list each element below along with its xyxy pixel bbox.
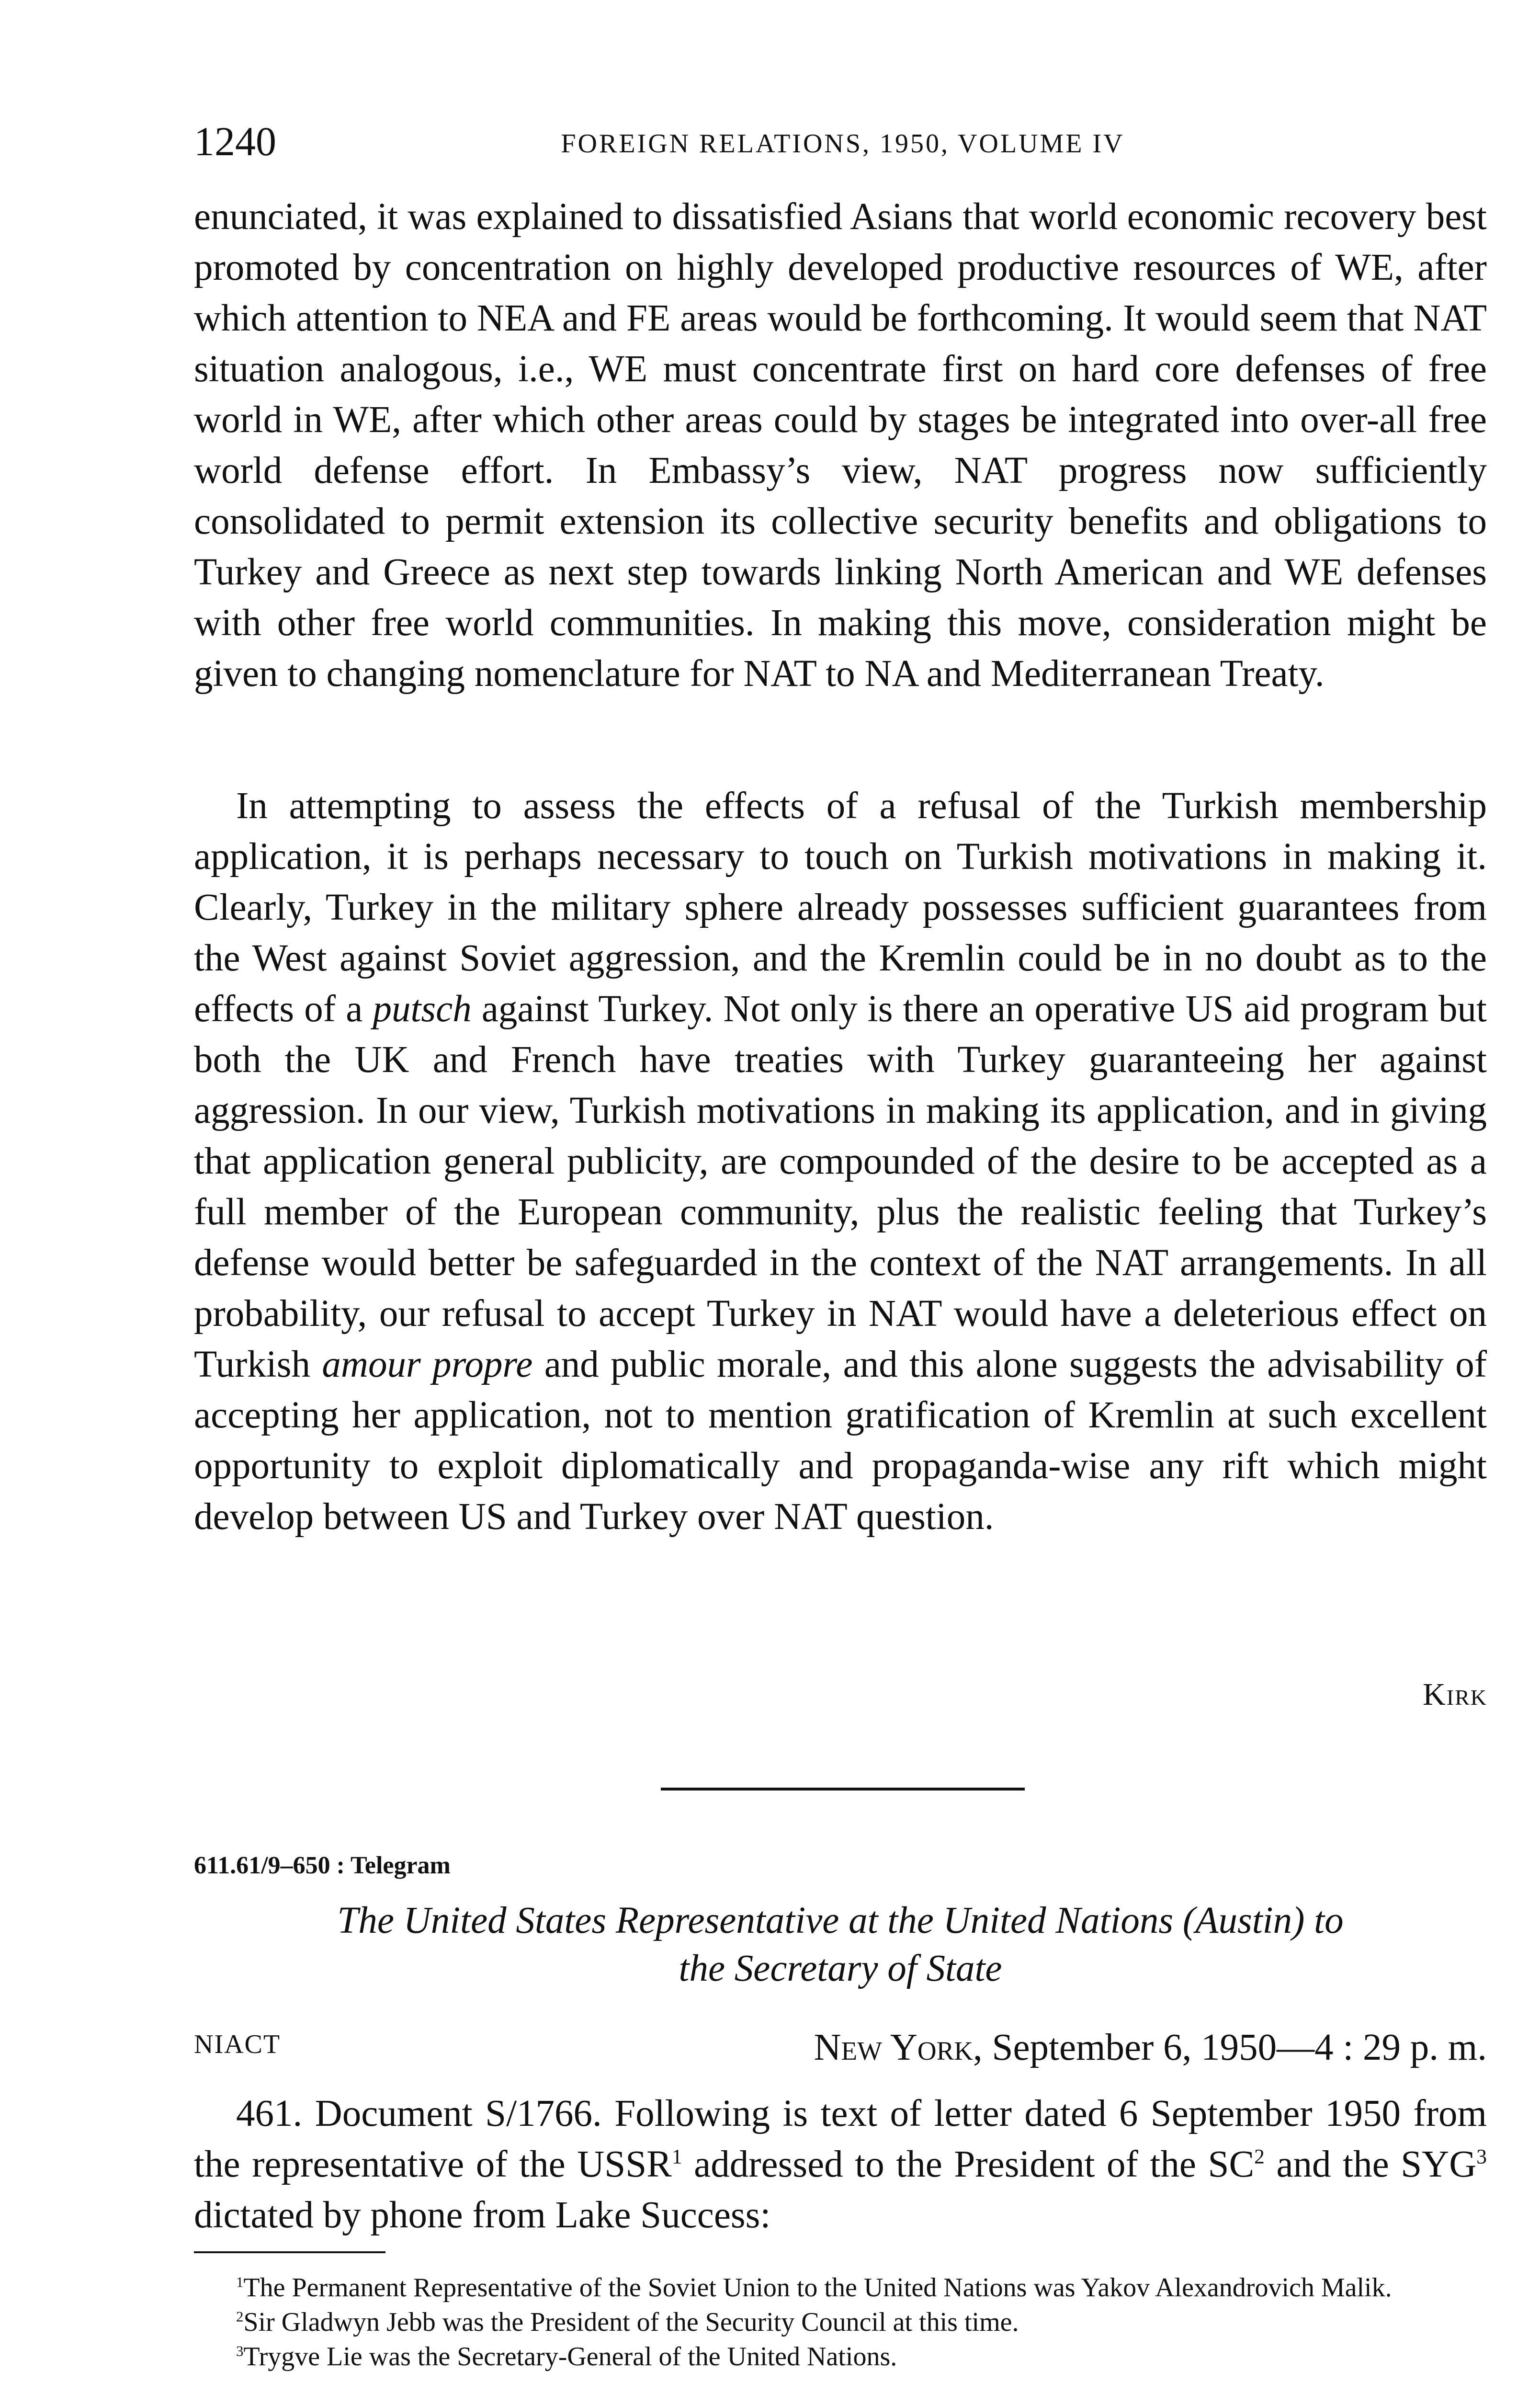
footnote-1 <box>194 2270 1487 2305</box>
file-reference: 611.61/9–650 : Telegram <box>194 1852 451 1879</box>
document-title-line-1: The United States Representative at the United Nations (Austin) to <box>337 1900 1344 1941</box>
footnote-marker-1: 1 <box>236 2274 244 2291</box>
italic-term-putsch: putsch <box>373 988 472 1030</box>
body-section-3 <box>194 2088 1487 2241</box>
telegram-text-part-4: dictated by phone from Lake Success: <box>194 2194 771 2236</box>
dateline-place: New York <box>814 2027 974 2068</box>
priority-marker: NIACT <box>194 2030 281 2059</box>
page-number: 1240 <box>194 118 276 164</box>
document-title-line-2: the Secretary of State <box>679 1948 1002 1989</box>
footnote-marker-3: 3 <box>236 2343 244 2360</box>
footnote-text-1: The Permanent Representative of the Soviet Union to the United Nations was Yakov Alexandrovich Malik. <box>243 2273 1392 2303</box>
paragraph-2-part-2: against Turkey. Not only is there an operative US aid program but both the UK and French have treaties with Turkey guaranteeing her against aggression. In our view, Turkish motivations in making its application, and in giving that application general publicity, are compounded of the desire to be accepted as a full member of the European community, plus the realistic feeling that Turkey’s defense would better be safeguarded in the context of the NAT arrangements. In all probability, our refusal to accept Turkey in NAT would have a deleterious effect on Turkish <box>194 988 1487 1385</box>
footnote-text-3: Trygve Lie was the Secretary-General of the United Nations. <box>243 2342 897 2372</box>
body-section-1 <box>194 192 1487 699</box>
paragraph-2-part-3: and public morale, and this alone suggests the advisability of accepting her application, not to mention gratification of Kremlin at such excellent opportunity to exploit diplomatically and propaganda-wise any rift which might develop between US and Turkey over NAT question. <box>194 1344 1487 1538</box>
paragraph-2 <box>194 781 1487 1542</box>
footnote-ref-1: 1 <box>671 2145 682 2168</box>
footnotes <box>194 2270 1487 2374</box>
document-title <box>194 1897 1487 1993</box>
footnote-text-2: Sir Gladwyn Jebb was the President of the Security Council at this time. <box>243 2307 1019 2337</box>
running-head: FOREIGN RELATIONS, 1950, VOLUME IV <box>561 129 1125 159</box>
telegram-text <box>194 2088 1487 2241</box>
dateline-date-time: , September 6, 1950—4 : 29 p. m. <box>973 2027 1487 2068</box>
footnote-3 <box>194 2339 1487 2374</box>
paragraph-1: enunciated, it was explained to dissatisfied Asians that world economic recovery best promoted by concentration on highly developed productive resources of WE, after which attention to NEA and FE areas would be forthcoming. It would seem that NAT situation analogous, i.e., WE must concentrate first on hard core defenses of free world in WE, after which other areas could by stages be integrated into over-all free world defense effort. In Embassy’s view, NAT progress now sufficiently consolidated to permit extension its collective security benefits and obligations to Turkey and Greece as next step towards linking North American and WE defenses with other free world communities. In making this move, consideration might be given to changing nomenclature for NAT to NA and Mediterranean Treaty. <box>194 196 1487 695</box>
footnote-ref-3: 3 <box>1476 2145 1487 2168</box>
footnote-marker-2: 2 <box>236 2308 244 2325</box>
footnote-2 <box>194 2305 1487 2339</box>
telegram-text-part-1: 461. Document S/1766. Following is text of letter dated 6 September 1950 from the representative of the USSR <box>194 2093 1487 2185</box>
section-separator <box>661 1788 1025 1791</box>
body-section-2 <box>194 781 1487 1542</box>
page-header <box>194 115 1492 168</box>
dateline <box>194 2021 1487 2074</box>
italic-term-amour-propre: amour propre <box>322 1344 533 1385</box>
telegram-text-part-2: addressed to the President of the SC <box>682 2144 1255 2185</box>
footnote-ref-2: 2 <box>1254 2145 1265 2168</box>
signature: Kirk <box>1423 1677 1487 1712</box>
dateline-text <box>814 2021 1487 2074</box>
telegram-text-part-3: and the SYG <box>1264 2144 1477 2185</box>
footnote-rule <box>194 2251 385 2253</box>
paragraph-2-part-1: In attempting to assess the effects of a refusal of the Turkish membership application, it is perhaps necessary to touch on Turkish motivations in making it. Clearly, Turkey in the military sphere already possesses sufficient guarantees from the West against Soviet aggression, and the Kremlin could be in no doubt as to the effects of a <box>194 785 1487 1030</box>
